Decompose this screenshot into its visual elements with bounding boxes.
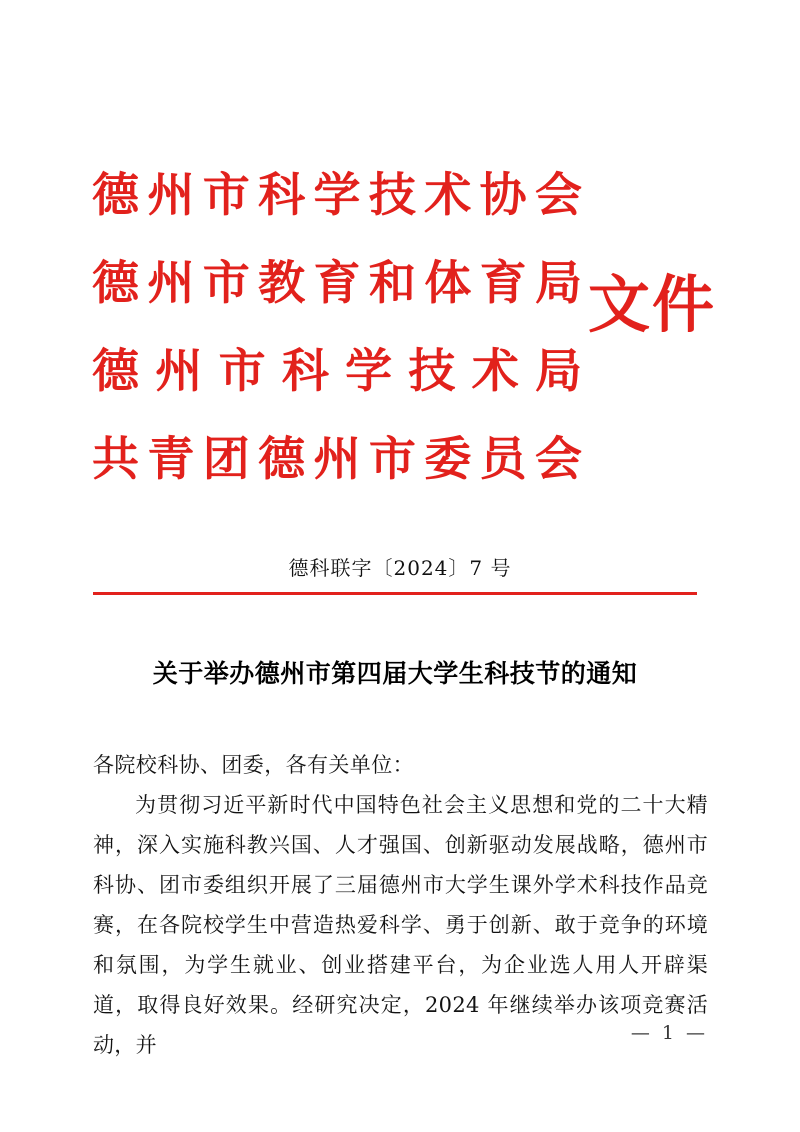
issuing-bodies-list	[92, 152, 582, 504]
lh4-c0: 共	[92, 432, 139, 487]
lh1-c6: 术	[424, 168, 472, 223]
salutation: 各院校科协、团委，各有关单位：	[93, 753, 414, 777]
lh1-c4: 学	[313, 168, 361, 223]
lh2-c5: 和	[368, 256, 416, 311]
lh3-c1: 州	[155, 344, 203, 399]
lh2-c3: 教	[258, 256, 306, 311]
lh2-c8: 局	[535, 256, 582, 311]
lh4-c4: 州	[313, 432, 361, 487]
document-number: 德科联字〔2024〕7 号	[288, 556, 512, 580]
lh2-c0: 德	[92, 256, 139, 311]
lh3-c5: 技	[408, 344, 456, 399]
lh2-c6: 体	[424, 256, 472, 311]
lh2-c2: 市	[202, 256, 250, 311]
lh3-c6: 术	[471, 344, 519, 399]
lh3-c0: 德	[92, 344, 139, 399]
lh1-c2: 市	[202, 168, 250, 223]
lh1-c7: 协	[479, 168, 527, 223]
lh1-c1: 州	[147, 168, 195, 223]
lh4-c3: 德	[258, 432, 306, 487]
lh1-c5: 技	[368, 168, 416, 223]
lh4-c8: 会	[535, 432, 582, 487]
issuing-body-line-3	[92, 328, 582, 416]
lh3-c3: 科	[281, 344, 329, 399]
lh3-c4: 学	[345, 344, 393, 399]
document-body	[93, 745, 708, 1065]
lh1-c0: 德	[92, 168, 139, 223]
issuing-body-line-4	[92, 416, 582, 504]
lh1-c3: 科	[258, 168, 306, 223]
lh4-c1: 青	[147, 432, 195, 487]
lh2-c1: 州	[147, 256, 195, 311]
lh3-c2: 市	[218, 344, 266, 399]
page-number: — 1 —	[630, 1022, 708, 1044]
lh4-c6: 委	[424, 432, 472, 487]
lh4-c2: 团	[202, 432, 250, 487]
lh4-c5: 市	[368, 432, 416, 487]
body-paragraph-1: 为贯彻习近平新时代中国特色社会主义思想和党的二十大精神，深入实施科教兴国、人才强国、创新驱动发展战略，德州市科协、团市委组织开展了三届德州市大学生课外学术科技作品竞赛，在各院校学生中营造热爱科学、勇于创新、敢于竞争的环境和氛围，为学生就业、创业搭建平台，为企业选人用人开辟渠道，取得良好效果。经研究决定，2024 年继续举办该项竞赛活动，并	[93, 793, 708, 1057]
lh2-c7: 育	[479, 256, 527, 311]
issuing-body-line-2	[92, 240, 582, 328]
page-title: 关于举办德州市第四届大学生科技节的通知	[152, 659, 638, 688]
lh2-c4: 育	[313, 256, 361, 311]
lh1-c8: 会	[535, 168, 582, 223]
issuing-body-line-1	[92, 152, 582, 240]
lh3-c7: 局	[534, 344, 582, 399]
red-separator-rule	[93, 592, 697, 595]
lh4-c7: 员	[479, 432, 527, 487]
letterhead	[0, 152, 800, 522]
letterhead-document-word: 文件	[588, 268, 717, 341]
